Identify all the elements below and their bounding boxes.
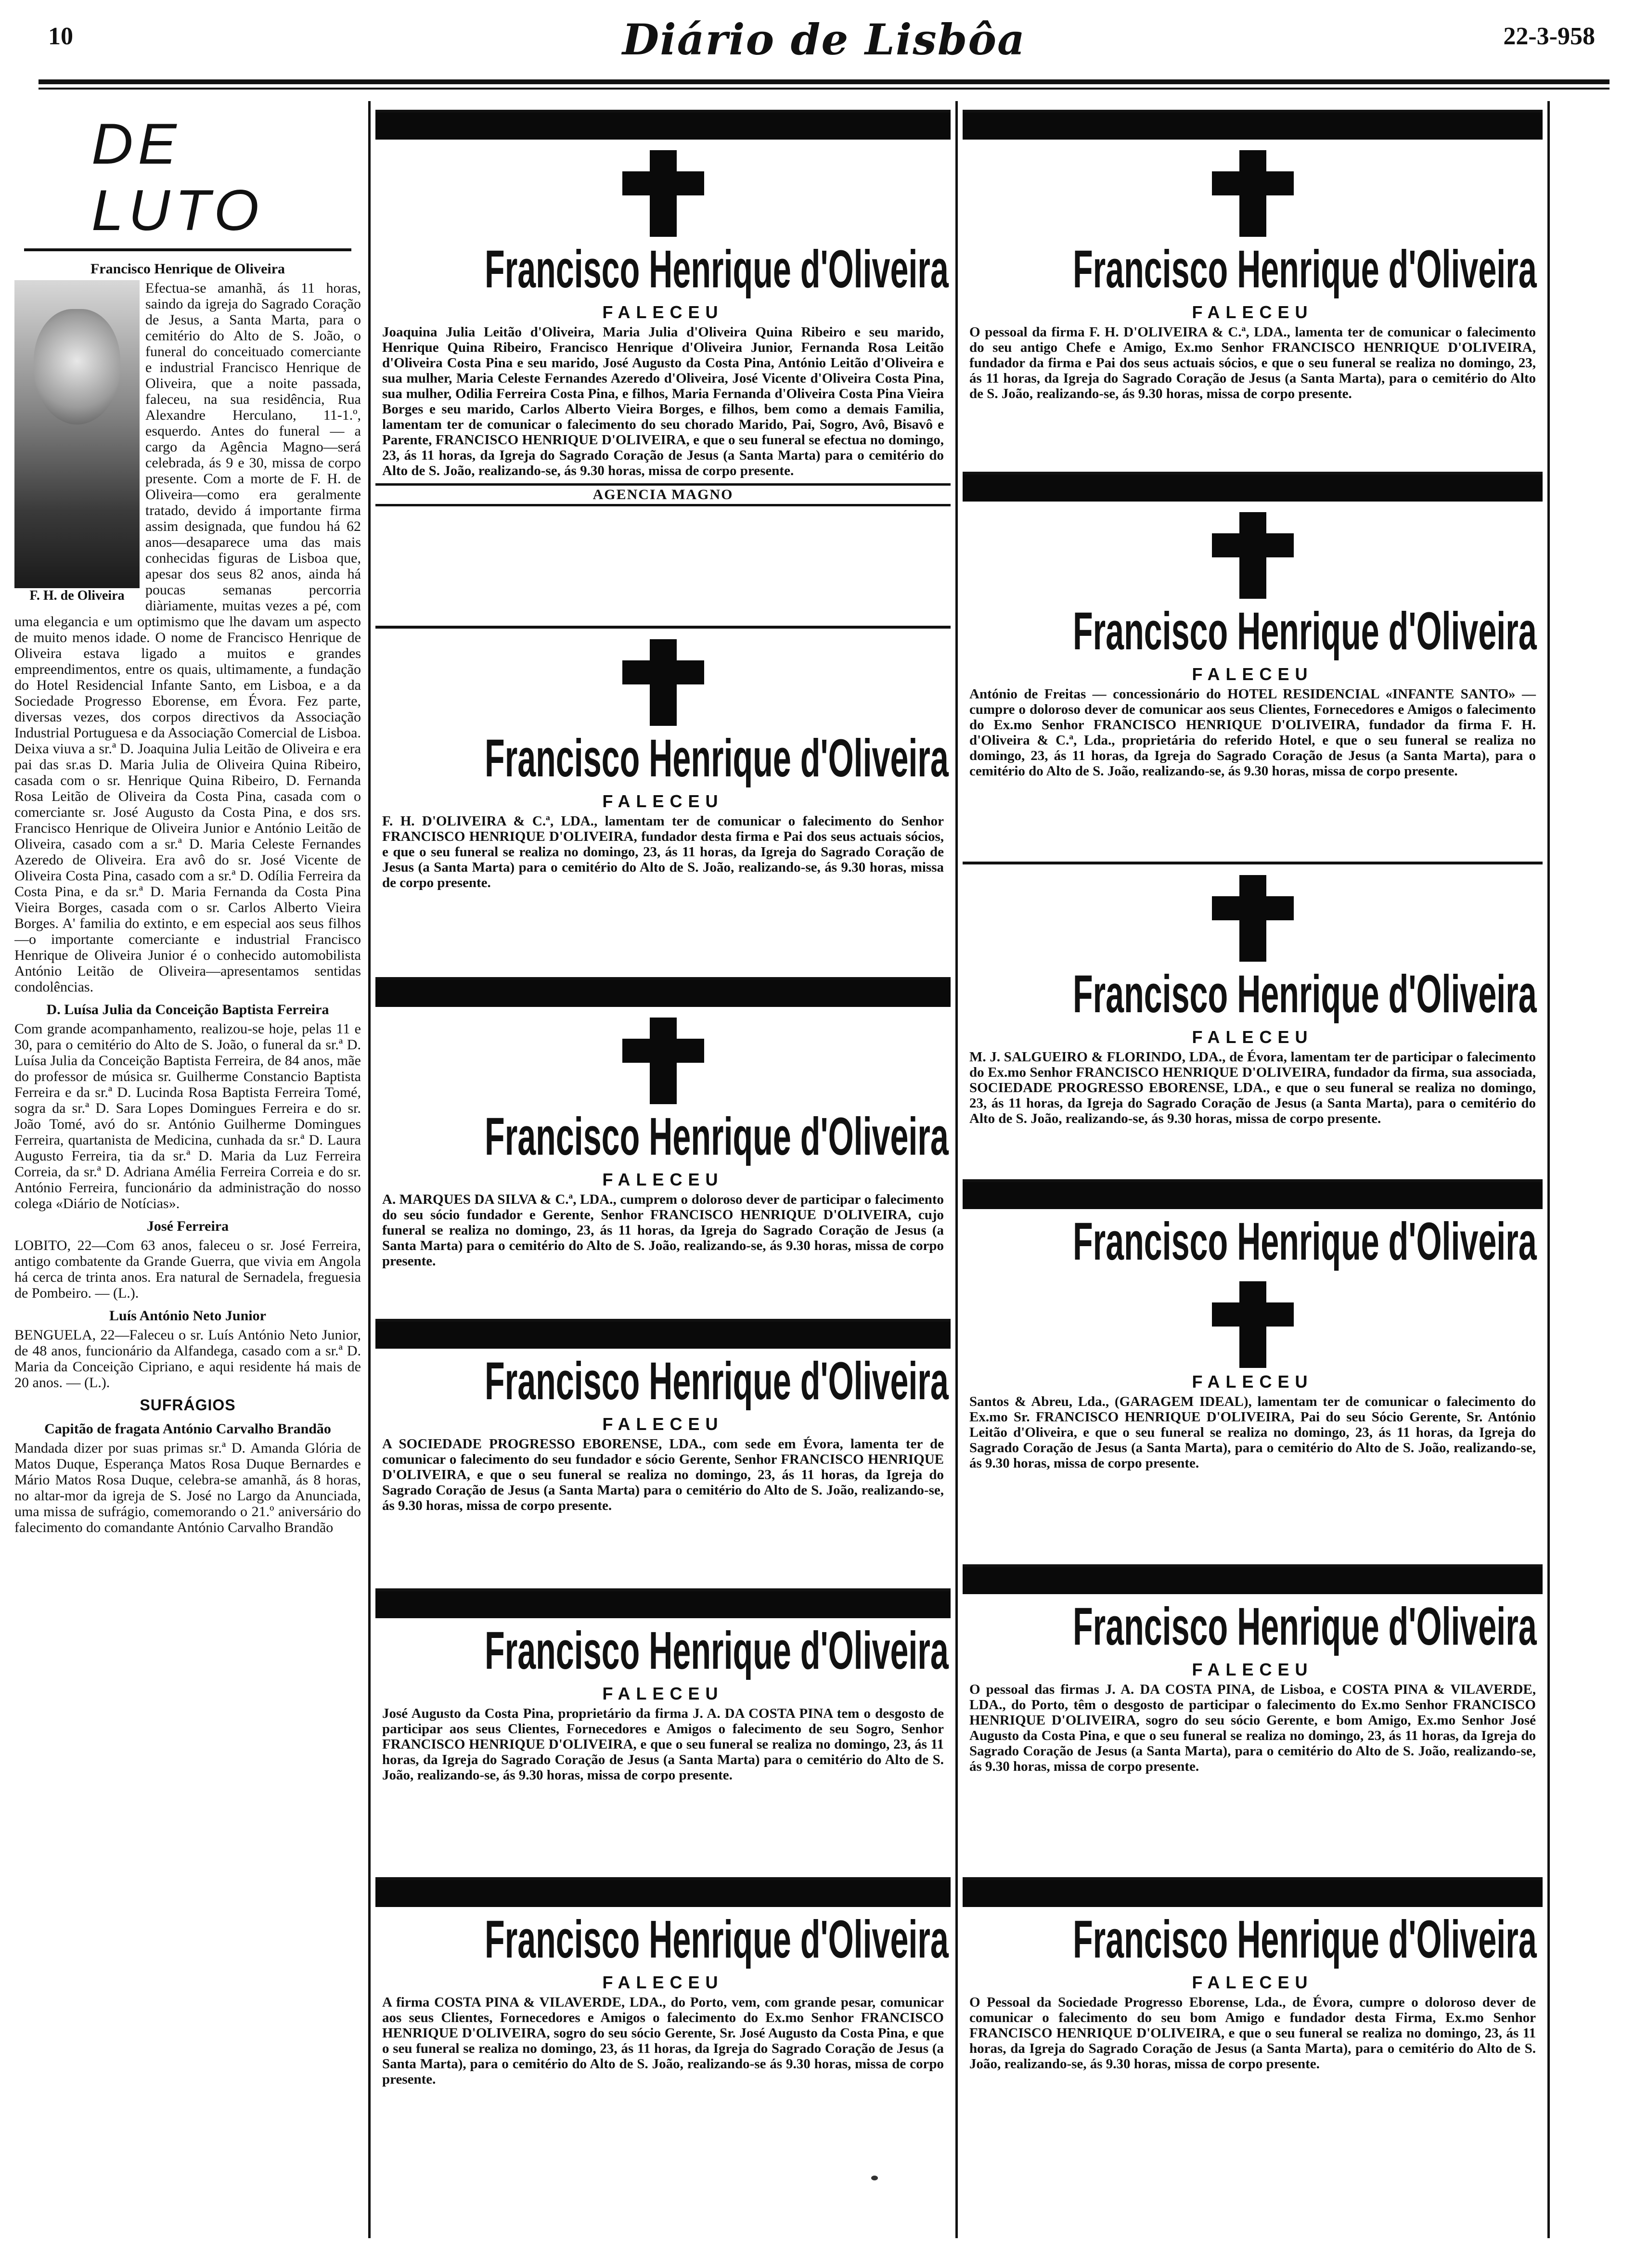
notice-name: Francisco Henrique d'Oliveira: [1072, 1212, 1537, 1271]
notice-name: Francisco Henrique d'Oliveira: [485, 1621, 949, 1680]
notice-faleceu: FALECEU: [1192, 302, 1313, 322]
column-divider: [955, 101, 958, 2238]
masthead: [39, 0, 1609, 91]
notice-text: A firma COSTA PINA & VILAVERDE, LDA., do Porto, vem, com grande pesar, comunicar aos seus Clientes, Fornecedores e Amigos o falecimento do Ex.mo Senhor FRANCISCO HENRIQUE D'OLIVEIRA, sogro do seu sócio Gerente, Sr. José Augusto da Costa Pina, e que o seu funeral se realiza no domingo, 23, ás 11 horas, da Igreja do Sagrado Coração de Jesus (a Santa Marta), para o cemitério do Alto de S. João, realizando-se ás 9.30 horas, missa de corpo presente.: [382, 1995, 944, 2087]
notice-faleceu: FALECEU: [602, 302, 724, 322]
cross-icon: [1212, 150, 1294, 237]
notice-faleceu: FALECEU: [602, 791, 724, 811]
obit-heading: Luís António Neto Junior: [109, 1308, 266, 1324]
death-notice: [375, 1319, 951, 1513]
notice-text: O pessoal das firmas J. A. DA COSTA PINA, de Lisboa, e COSTA PINA & VILAVERDE, LDA., do Porto, têm o desgosto de participar o falecimento do Ex.mo Senhor FRANCISCO HENRIQUE D'OLIVEIRA, sogro do seu sócio Gerente, e bom Amigo, Ex.mo Senhor José Augusto da Costa Pina, e que o seu funeral se realiza no domingo, 23, ás 11 horas, da Igreja do Sagrado Coração de Jesus (a Santa Marta), para o cemitério do Alto de S. João, realizando-se, ás 9.30 horas, missa de corpo presente.: [969, 1682, 1536, 1774]
notice-faleceu: FALECEU: [602, 1414, 724, 1434]
cross-icon: [622, 639, 704, 726]
death-notice: [963, 862, 1543, 1126]
death-notice: [375, 1588, 951, 1783]
death-notice: [963, 1564, 1543, 1774]
notice-text: Santos & Abreu, Lda., (GARAGEM IDEAL), lamentam ter de comunicar o falecimento do Ex.mo Sr. FRANCISCO HENRIQUE D'OLIVEIRA, Pai do seu Sócio Gerente, Sr. António Leitão d'Oliveira, e que o seu funeral se realiza no domingo, 23, ás 11 horas, da Igreja do Sagrado Coração de Jesus (a Santa Marta), para o cemitério do Alto de S. João, realizando-se, ás 9.30 horas, missa de corpo presente.: [969, 1394, 1536, 1471]
agency-label: AGENCIA MAGNO: [375, 483, 951, 506]
notice-name: Francisco Henrique d'Oliveira: [1072, 1597, 1537, 1656]
notice-name: Francisco Henrique d'Oliveira: [485, 1352, 949, 1411]
obituary-column: [14, 101, 361, 2238]
death-notice: [375, 977, 951, 1269]
obit-heading: D. Luísa Julia da Conceição Baptista Ferreira: [46, 1002, 329, 1018]
notice-text: O Pessoal da Sociedade Progresso Eborense, Lda., de Évora, cumpre o doloroso dever de comunicar o falecimento do seu bom Amigo e fundador desta Firma, Ex.mo Senhor FRANCISCO HENRIQUE D'OLIVEIRA, e que o seu funeral se realiza no domingo, 23, ás 11 horas, da Igreja do Sagrado Coração de Jesus (a Santa Marta), para o cemitério do Alto de S. João, realizando-se, ás 9.30 horas, missa de corpo presente.: [969, 1995, 1536, 2072]
section-title: DE LUTO: [91, 112, 264, 243]
cross-icon: [1212, 1281, 1294, 1368]
portrait-photo: [14, 280, 140, 588]
cross-icon: [622, 1018, 704, 1104]
notice-faleceu: FALECEU: [602, 1684, 724, 1703]
notice-text: O pessoal da firma F. H. D'OLIVEIRA & C.ª, LDA., lamenta ter de comunicar o falecimento do seu antigo Chefe e Amigo, Ex.mo Senhor FRANCISCO HENRIQUE D'OLIVEIRA, fundador da firma e Pai dos seus actuais sócios, e que o seu funeral se realiza no domingo, 23, ás 11 horas, da Igreja do Sagrado Coração de Jesus (a Santa Marta), para o cemitério do Alto de S. João, realizando-se, ás 9.30 horas, missa de corpo presente.: [969, 324, 1536, 401]
notice-text: António de Freitas — concessionário do HOTEL RESIDENCIAL «INFANTE SANTO» — cumpre o doloroso dever de comunicar aos seus Clientes, Fornecedores e Amigos o falecimento do Ex.mo Senhor FRANCISCO HENRIQUE D'OLIVEIRA, fundador da firma F. H. d'Oliveira & C.ª, Lda., proprietária do referido Hotel, e que o seu funeral se realiza no domingo, 23, ás 11 horas, da Igreja do Sagrado Coração de Jesus (a Santa Marta), para o cemitério do Alto de S. João, realizando-se, ás 9.30 horas, missa de corpo presente.: [969, 686, 1536, 779]
notice-faleceu: FALECEU: [1192, 1972, 1313, 1992]
notice-text: A SOCIEDADE PROGRESSO EBORENSE, LDA., com sede em Évora, lamenta ter de comunicar o falecimento do seu fundador e sócio Gerente, Senhor FRANCISCO HENRIQUE D'OLIVEIRA, e que o seu funeral se realiza no domingo, 23, ás 11 horas, da Igreja do Sagrado Coração de Jesus (a Santa Marta) para o cemitério do Alto de S. João, realizando-se, ás 9.30 horas, missa de corpo presente.: [382, 1436, 944, 1513]
notice-faleceu: FALECEU: [602, 1972, 724, 1992]
notice-faleceu: FALECEU: [1192, 1660, 1313, 1679]
portrait-block: [14, 280, 140, 604]
death-notice: [375, 110, 951, 506]
notice-name: Francisco Henrique d'Oliveira: [1072, 602, 1537, 661]
notice-text: F. H. D'OLIVEIRA & C.ª, LDA., lamentam ter de comunicar o falecimento do Senhor FRANCISCO HENRIQUE D'OLIVEIRA, fundador desta firma e Pai dos seus actuais sócios, e que o seu funeral se realiza no domingo, 23, ás 11 horas, da Igreja do Sagrado Coração de Jesus (a Santa Marta) para o cemitério do Alto de S. João, realizando-se, ás 9.30 horas, missa de corpo presente.: [382, 813, 944, 890]
notice-text: José Augusto da Costa Pina, proprietário da firma J. A. DA COSTA PINA tem o desgosto de participar aos seus Clientes, Fornecedores e Amigos o falecimento de seu Sogro, Senhor FRANCISCO HENRIQUE D'OLIVEIRA, e que o seu funeral se realiza no domingo, 23, ás 11 horas, da Igreja do Sagrado Coração de Jesus (a Santa Marta) para o cemitério do Alto de S. João, realizando-se, ás 9.30 horas, missa de corpo presente.: [382, 1706, 944, 1783]
obit-text: LOBITO, 22—Com 63 anos, faleceu o sr. José Ferreira, antigo combatente da Grande Guerra, que vivia em Angola há cerca de trinta anos. Era natural de Sernadela, freguesia de Pombeiro. — (L.).: [14, 1237, 361, 1301]
notice-name: Francisco Henrique d'Oliveira: [1072, 1910, 1537, 1969]
masthead-rule: [39, 79, 1609, 84]
death-notice: [375, 626, 951, 890]
photo-caption: F. H. de Oliveira: [29, 588, 125, 603]
notice-faleceu: FALECEU: [1192, 664, 1313, 684]
newspaper-title: Diário de Lisbôa: [622, 14, 1026, 64]
obit-text: BENGUELA, 22—Faleceu o sr. Luís António Neto Junior, de 48 anos, funcionário da Alfandega, casado com a sr.ª D. Maria da Conceição Cipriano, e aqui residente há mais de 20 anos. — (L.).: [14, 1327, 361, 1391]
notice-faleceu: FALECEU: [1192, 1027, 1313, 1047]
notice-name: Francisco Henrique d'Oliveira: [1072, 240, 1537, 299]
death-notice: [375, 1877, 951, 2087]
suffrage-subheading: Capitão de fragata António Carvalho Brandão: [44, 1421, 331, 1437]
section-rule: [24, 248, 351, 251]
death-notice: [963, 110, 1543, 401]
notice-name: Francisco Henrique d'Oliveira: [485, 1910, 949, 1969]
obit-text: Efectua-se amanhã, ás 11 horas, saindo da igreja do Sagrado Coração de Jesus, a Santa Marta, para o cemitério do Alto de S. João, o funeral do conceituado comerciante e industrial Francisco Henrique de Oliveira, que a noite passada, faleceu, na sua residência, Rua Alexandre Herculano, 11-1.º, esquerdo. Antes do funeral — a cargo da Agência Magno—será celebrada, ás 9 e 30, missa de corpo presente. Com a morte de F. H. de Oliveira—como era geralmente tratado, devido á importante firma assim designada, que fundou há 62 anos—desaparece uma das mais conhecidas figuras de Lisboa que, apesar dos seus 82 anos, ainda há poucas semanas percorria diàriamente, muitas vezes a pé, com uma elegancia e um optimismo que lhe davam um aspecto de muito menos idade. O nome de Francisco Henrique de Oliveira estava ligado a muitos e grandes empreendimentos, entre os quais, ultimamente, a fundação do Hotel Residencial Infante Santo, em Lisboa, e a da Sociedade Progresso Eborense, em Évora. Fez parte, diversas vezes, dos corpos directivos da Associação Industrial Portuguesa e da Associação Comercial de Lisboa. Deixa viuva a sr.ª D. Joaquina Julia Leitão de Oliveira e era pai das sr.as D. Maria Julia de Oliveira Quina Ribeiro, casada com o sr. Henrique Quina Ribeiro, D. Fernanda Rosa Leitão de Oliveira da Costa Pina, casada com o comerciante sr. José Augusto da Costa Pina, e dos srs. Francisco Henrique de Oliveira Junior e António Leitão de Oliveira, casado com a sr.ª D. Maria Celeste Fernandes Azeredo de Oliveira. Era avô do sr. José Vicente de Oliveira Costa Pina, casado com a sr.ª D. Odília Ferreira da Costa Pina, e da sr.ª D. Maria Fernanda da Costa Pina Vieira Borges, casada com o sr. Carlos Alberto Vieira Borges. A' familia do extinto, e em especial aos seus filhos—o importante comerciante e industrial Francisco Henrique de Oliveira Junior é o conhecido automobilista António Leitão de Oliveira—apresentamos sentidas condolências.: [14, 280, 361, 995]
death-notice: [963, 1877, 1543, 2072]
obit-heading: José Ferreira: [146, 1218, 229, 1234]
column-divider: [368, 101, 371, 2238]
notice-name: Francisco Henrique d'Oliveira: [485, 1107, 949, 1166]
notice-faleceu: FALECEU: [1192, 1372, 1313, 1392]
death-notice: [963, 472, 1543, 779]
obit-text: Mandada dizer por suas primas sr.ª D. Amanda Glória de Matos Duque, Esperança Matos Rosa Duque Bernardes e Mário Matos Rosa Duque, celebra-se amanhã, ás 8 horas, no altar-mor da igreja de S. José no Largo da Anunciada, uma missa de sufrágio, comemorando o 21.º aniversário do falecimento do comandante António Carvalho Brandão: [14, 1440, 361, 1535]
print-mark: [871, 2176, 878, 2180]
obit-text: Com grande acompanhamento, realizou-se hoje, pelas 11 e 30, para o cemitério do Alto de S. João, o funeral da sr.ª D. Luísa Julia da Conceição Baptista Ferreira, de 84 anos, mãe do professor de música sr. Guilherme Constancio Baptista Ferreira e da sr.ª D. Lucinda Rosa Baptista Ferreira Tomé, sogra da sr.ª D. Sara Lopes Domingues Ferreira e do sr. João Tomé, avó do sr. António Guilherme Domingues Ferreira, quartanista de Medicina, cunhada da sr.ª D. Laura Augusto Ferreira, tia da sr.ª D. Maria da Luz Ferreira Correia, da sr.ª D. Adriana Amélia Ferreira Correia e do sr. António Ferreira, funcionário da administração do nosso colega «Diário de Notícias».: [14, 1021, 361, 1211]
column-divider: [1547, 101, 1550, 2238]
notice-text: Joaquina Julia Leitão d'Oliveira, Maria Julia d'Oliveira Quina Ribeiro e seu marido, Henrique Quina Ribeiro, Francisco Henrique d'Oliveira Junior, Fernanda Rosa Leitão d'Oliveira Costa Pina e seu marido, José Augusto da Costa Pina, António Leitão d'Oliveira e sua mulher, Maria Celeste Fernandes Azeredo d'Oliveira, José Vicente d'Oliveira Costa Pina, sua mulher, Odilia Ferreira Costa Pina, e filhos, Maria Fernanda d'Oliveira Costa Pina Vieira Borges e seu marido, Carlos Alberto Vieira Borges, e filhos, bem como a demais Familia, lamentam ter de comunicar o falecimento do seu chorado Marido, Pai, Sogro, Avô, Bisavô e Parente, FRANCISCO HENRIQUE D'OLIVEIRA, e que o seu funeral se efectua no domingo, 23, ás 11 horas, da Igreja do Sagrado Coração de Jesus (a Santa Marta) para o cemitério do Alto de S. João, realizando-se, ás 9.30 horas, missa de corpo presente.: [382, 324, 944, 478]
suffrages-heading: SUFRÁGIOS: [140, 1396, 236, 1414]
cross-icon: [1212, 875, 1294, 962]
notice-text: M. J. SALGUEIRO & FLORINDO, LDA., de Évora, lamentam ter de participar o falecimento do Ex.mo Senhor FRANCISCO HENRIQUE D'OLIVEIRA, fundador da firma, sua associada, SOCIEDADE PROGRESSO EBORENSE, LDA., e que o seu funeral se realiza no domingo, 23, ás 11 horas, da Igreja do Sagrado Coração de Jesus (a Santa Marta), para o cemitério do Alto de S. João, realizando-se, ás 9.30 horas, missa de corpo presente.: [969, 1049, 1536, 1126]
page-number: 10: [48, 23, 73, 50]
notice-text: A. MARQUES DA SILVA & C.ª, LDA., cumprem o doloroso dever de participar o falecimento do seu sócio fundador e Gerente, Senhor FRANCISCO HENRIQUE D'OLIVEIRA, cujo funeral se realiza no domingo, 23, ás 11 horas, da Igreja do Sagrado Coração de Jesus (a Santa Marta) para o cemitério do Alto de S. João, realizando-se, ás 9.30 horas, missa de corpo presente.: [382, 1192, 944, 1269]
death-notice: [963, 1179, 1543, 1471]
cross-icon: [622, 150, 704, 237]
obit-heading: Francisco Henrique de Oliveira: [90, 261, 285, 277]
masthead-rule-thin: [39, 88, 1609, 90]
cross-icon: [1212, 512, 1294, 599]
notice-name: Francisco Henrique d'Oliveira: [1072, 965, 1537, 1024]
notice-faleceu: FALECEU: [602, 1170, 724, 1189]
notice-name: Francisco Henrique d'Oliveira: [485, 729, 949, 788]
issue-date: 22-3-958: [1503, 23, 1595, 50]
notice-name: Francisco Henrique d'Oliveira: [485, 240, 949, 299]
